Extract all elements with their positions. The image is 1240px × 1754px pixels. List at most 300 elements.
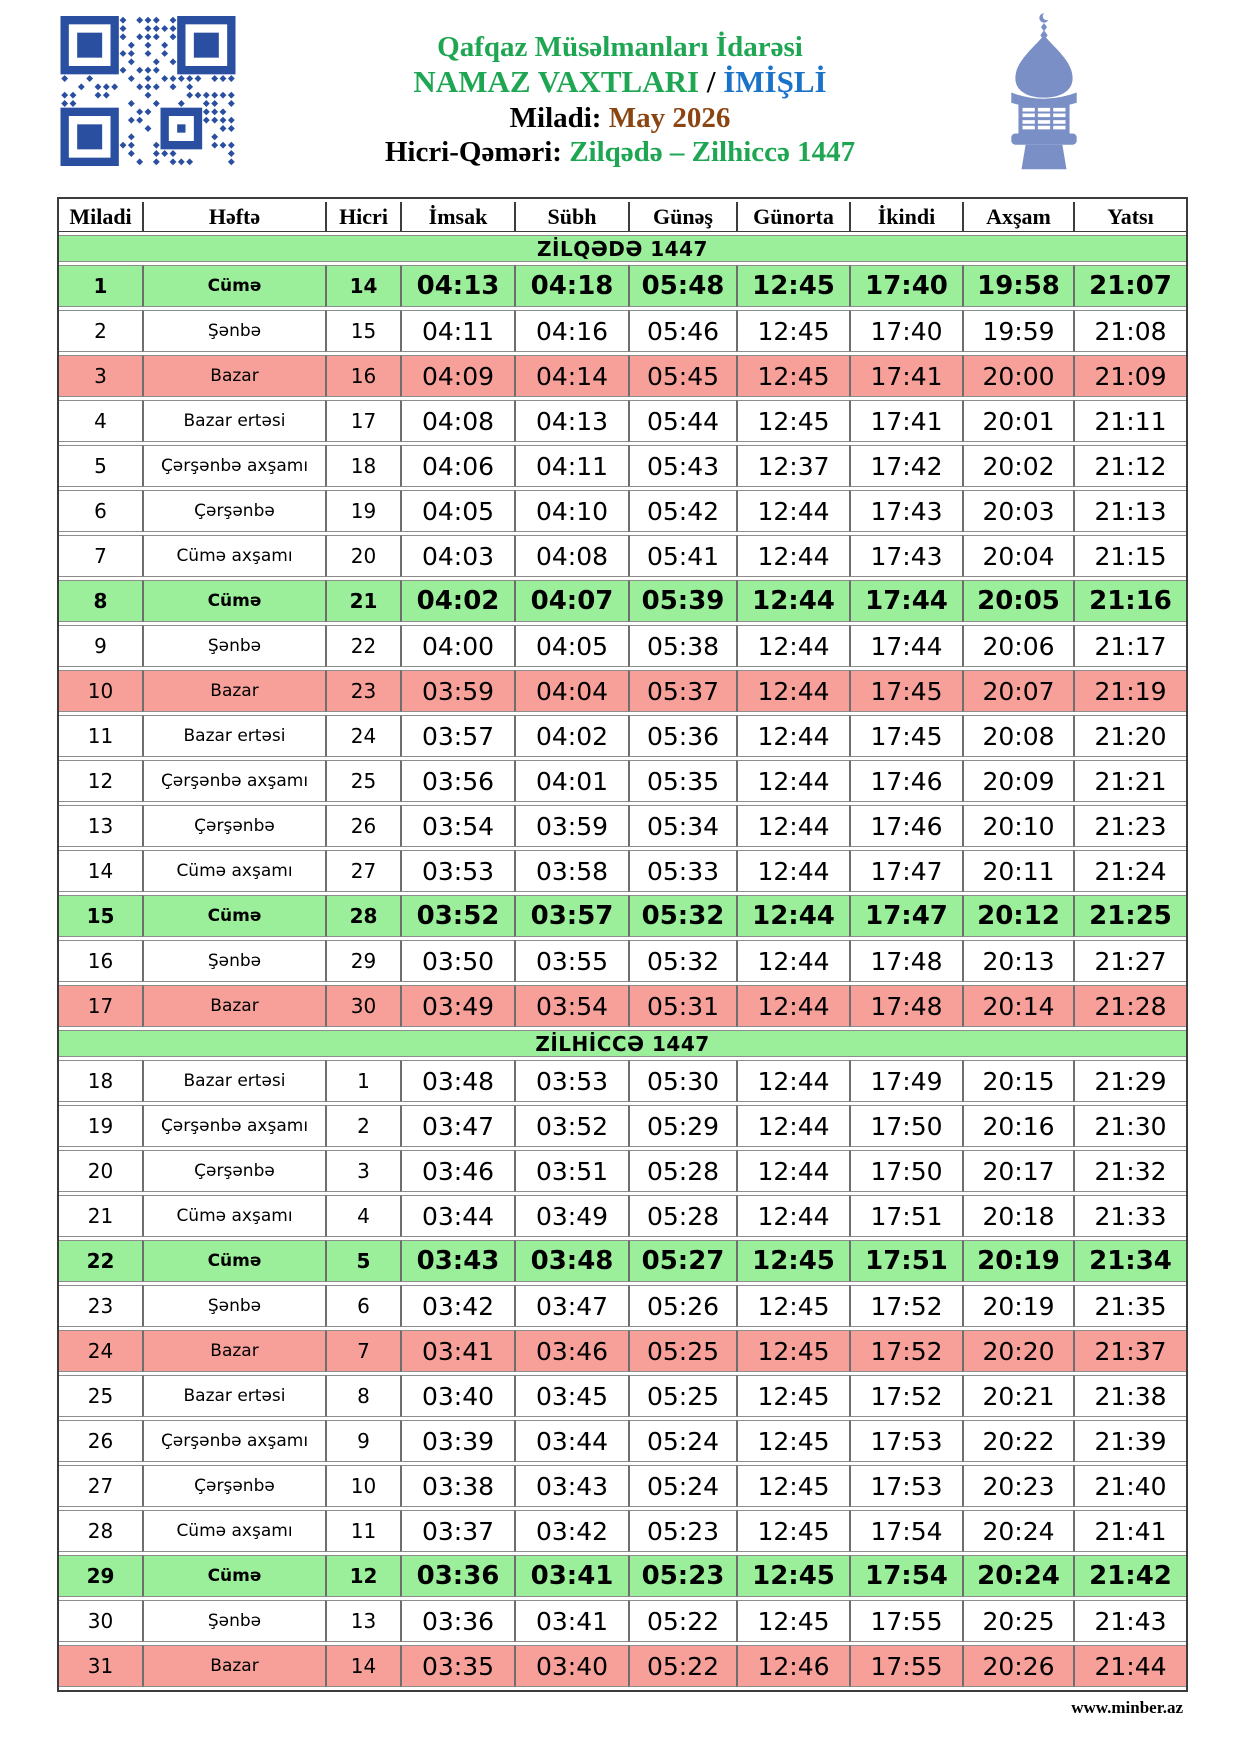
table-row xyxy=(59,805,1186,847)
miladi-label: Miladi: xyxy=(509,101,602,134)
miladi-cell: 25 xyxy=(59,1375,142,1417)
axsam-cell: 20:01 xyxy=(962,400,1073,442)
gunes-cell: 05:26 xyxy=(628,1285,736,1327)
column-header-row xyxy=(59,202,1186,232)
ikindi-cell: 17:50 xyxy=(849,1150,962,1192)
table-row xyxy=(59,1105,1186,1147)
yatsi-cell: 21:41 xyxy=(1073,1510,1186,1552)
table-row xyxy=(59,715,1186,757)
hicri-cell: 7 xyxy=(325,1330,400,1372)
yatsi-cell: 21:42 xyxy=(1073,1555,1186,1597)
ikindi-cell: 17:51 xyxy=(849,1195,962,1237)
ikindi-cell: 17:53 xyxy=(849,1420,962,1462)
gunes-cell: 05:27 xyxy=(628,1240,736,1282)
axsam-cell: 20:21 xyxy=(962,1375,1073,1417)
hicri-cell: 29 xyxy=(325,940,400,982)
hicri-value: Zilqədə – Zilhiccə 1447 xyxy=(569,136,856,169)
ikindi-cell: 17:55 xyxy=(849,1600,962,1642)
miladi-cell: 27 xyxy=(59,1465,142,1507)
yatsi-cell: 21:11 xyxy=(1073,400,1186,442)
subh-cell: 03:51 xyxy=(514,1150,628,1192)
yatsi-cell: 21:39 xyxy=(1073,1420,1186,1462)
gunes-cell: 05:33 xyxy=(628,850,736,892)
axsam-cell: 20:14 xyxy=(962,985,1073,1027)
miladi-cell: 12 xyxy=(59,760,142,802)
axsam-cell: 20:19 xyxy=(962,1285,1073,1327)
table-row xyxy=(59,1555,1186,1597)
yatsi-cell: 21:29 xyxy=(1073,1060,1186,1102)
imsak-cell: 03:46 xyxy=(400,1150,514,1192)
yatsi-cell: 21:43 xyxy=(1073,1600,1186,1642)
ikindi-cell: 17:48 xyxy=(849,940,962,982)
subh-cell: 03:57 xyxy=(514,895,628,937)
yatsi-cell: 21:38 xyxy=(1073,1375,1186,1417)
axsam-cell: 20:24 xyxy=(962,1510,1073,1552)
subh-cell: 03:43 xyxy=(514,1465,628,1507)
ikindi-cell: 17:46 xyxy=(849,760,962,802)
gunes-cell: 05:23 xyxy=(628,1510,736,1552)
gunorta-cell: 12:44 xyxy=(736,760,849,802)
ikindi-cell: 17:54 xyxy=(849,1510,962,1552)
table-row xyxy=(59,1240,1186,1282)
weekday-cell: Cümə axşamı xyxy=(142,1510,325,1552)
hicri-cell: 21 xyxy=(325,580,400,622)
yatsi-cell: 21:44 xyxy=(1073,1645,1186,1687)
subh-cell: 03:48 xyxy=(514,1240,628,1282)
weekday-cell: Çərşənbə xyxy=(142,1150,325,1192)
ikindi-cell: 17:40 xyxy=(849,265,962,307)
gunorta-cell: 12:44 xyxy=(736,1060,849,1102)
weekday-cell: Cümə xyxy=(142,265,325,307)
yatsi-cell: 21:24 xyxy=(1073,850,1186,892)
imsak-cell: 03:39 xyxy=(400,1420,514,1462)
weekday-cell: Bazar xyxy=(142,1645,325,1687)
ikindi-cell: 17:49 xyxy=(849,1060,962,1102)
imsak-cell: 04:11 xyxy=(400,310,514,352)
table-row xyxy=(59,1330,1186,1372)
ikindi-cell: 17:48 xyxy=(849,985,962,1027)
yatsi-cell: 21:07 xyxy=(1073,265,1186,307)
imsak-cell: 04:05 xyxy=(400,490,514,532)
gunorta-cell: 12:44 xyxy=(736,625,849,667)
imsak-cell: 03:41 xyxy=(400,1330,514,1372)
hicri-cell: 2 xyxy=(325,1105,400,1147)
weekday-cell: Cümə xyxy=(142,1240,325,1282)
miladi-cell: 21 xyxy=(59,1195,142,1237)
axsam-cell: 20:04 xyxy=(962,535,1073,577)
table-row xyxy=(59,760,1186,802)
hicri-cell: 14 xyxy=(325,265,400,307)
gunes-cell: 05:46 xyxy=(628,310,736,352)
subh-cell: 04:11 xyxy=(514,445,628,487)
table-row xyxy=(59,490,1186,532)
imsak-cell: 03:44 xyxy=(400,1195,514,1237)
column-header-7: İkindi xyxy=(849,202,962,232)
weekday-cell: Bazar xyxy=(142,670,325,712)
ikindi-cell: 17:46 xyxy=(849,805,962,847)
hicri-cell: 16 xyxy=(325,355,400,397)
imsak-cell: 04:00 xyxy=(400,625,514,667)
table-row xyxy=(59,535,1186,577)
hicri-cell: 15 xyxy=(325,310,400,352)
axsam-cell: 20:16 xyxy=(962,1105,1073,1147)
gunes-cell: 05:24 xyxy=(628,1465,736,1507)
yatsi-cell: 21:33 xyxy=(1073,1195,1186,1237)
gunes-cell: 05:48 xyxy=(628,265,736,307)
imsak-cell: 03:57 xyxy=(400,715,514,757)
subh-cell: 04:16 xyxy=(514,310,628,352)
gunes-cell: 05:35 xyxy=(628,760,736,802)
miladi-cell: 7 xyxy=(59,535,142,577)
table-row xyxy=(59,1645,1186,1687)
imsak-cell: 03:49 xyxy=(400,985,514,1027)
axsam-cell: 20:13 xyxy=(962,940,1073,982)
axsam-cell: 20:10 xyxy=(962,805,1073,847)
yatsi-cell: 21:19 xyxy=(1073,670,1186,712)
subh-cell: 04:05 xyxy=(514,625,628,667)
gunes-cell: 05:22 xyxy=(628,1645,736,1687)
gunorta-cell: 12:44 xyxy=(736,1105,849,1147)
table-row xyxy=(59,1150,1186,1192)
hicri-label: Hicri-Qəməri: xyxy=(384,136,562,169)
hicri-cell: 4 xyxy=(325,1195,400,1237)
gunorta-cell: 12:44 xyxy=(736,895,849,937)
subh-cell: 04:02 xyxy=(514,715,628,757)
gunorta-cell: 12:44 xyxy=(736,940,849,982)
prayer-times-table xyxy=(57,197,1188,1692)
gunorta-cell: 12:45 xyxy=(736,1420,849,1462)
axsam-cell: 20:15 xyxy=(962,1060,1073,1102)
gunorta-cell: 12:44 xyxy=(736,985,849,1027)
miladi-cell: 9 xyxy=(59,625,142,667)
gunes-cell: 05:32 xyxy=(628,940,736,982)
imsak-cell: 03:36 xyxy=(400,1555,514,1597)
gunorta-cell: 12:45 xyxy=(736,265,849,307)
subh-cell: 03:41 xyxy=(514,1555,628,1597)
weekday-cell: Çərşənbə axşamı xyxy=(142,1420,325,1462)
miladi-cell: 28 xyxy=(59,1510,142,1552)
axsam-cell: 20:07 xyxy=(962,670,1073,712)
gunes-cell: 05:23 xyxy=(628,1555,736,1597)
weekday-cell: Bazar ertəsi xyxy=(142,400,325,442)
table-row xyxy=(59,445,1186,487)
gunes-cell: 05:44 xyxy=(628,400,736,442)
gunorta-cell: 12:45 xyxy=(736,355,849,397)
ikindi-cell: 17:43 xyxy=(849,535,962,577)
ikindi-cell: 17:44 xyxy=(849,580,962,622)
yatsi-cell: 21:32 xyxy=(1073,1150,1186,1192)
yatsi-cell: 21:16 xyxy=(1073,580,1186,622)
table-row xyxy=(59,850,1186,892)
hicri-cell: 10 xyxy=(325,1465,400,1507)
yatsi-cell: 21:20 xyxy=(1073,715,1186,757)
table-row xyxy=(59,940,1186,982)
gunes-cell: 05:32 xyxy=(628,895,736,937)
table-row xyxy=(59,310,1186,352)
table-row xyxy=(59,670,1186,712)
subh-cell: 04:01 xyxy=(514,760,628,802)
yatsi-cell: 21:13 xyxy=(1073,490,1186,532)
imsak-cell: 04:03 xyxy=(400,535,514,577)
hicri-cell: 12 xyxy=(325,1555,400,1597)
ikindi-cell: 17:41 xyxy=(849,400,962,442)
axsam-cell: 20:22 xyxy=(962,1420,1073,1462)
subh-cell: 04:07 xyxy=(514,580,628,622)
ikindi-cell: 17:51 xyxy=(849,1240,962,1282)
gunorta-cell: 12:46 xyxy=(736,1645,849,1687)
ikindi-cell: 17:53 xyxy=(849,1465,962,1507)
hicri-cell: 1 xyxy=(325,1060,400,1102)
weekday-cell: Cümə xyxy=(142,895,325,937)
gunorta-cell: 12:45 xyxy=(736,310,849,352)
axsam-cell: 20:24 xyxy=(962,1555,1073,1597)
subh-cell: 03:54 xyxy=(514,985,628,1027)
gunes-cell: 05:29 xyxy=(628,1105,736,1147)
column-header-3: İmsak xyxy=(400,202,514,232)
subh-cell: 04:13 xyxy=(514,400,628,442)
subh-cell: 03:52 xyxy=(514,1105,628,1147)
axsam-cell: 20:00 xyxy=(962,355,1073,397)
column-header-6: Günorta xyxy=(736,202,849,232)
section-title: ZİLHİCCƏ 1447 xyxy=(59,1030,1186,1057)
hicri-cell: 25 xyxy=(325,760,400,802)
miladi-cell: 29 xyxy=(59,1555,142,1597)
miladi-cell: 6 xyxy=(59,490,142,532)
imsak-cell: 03:53 xyxy=(400,850,514,892)
hicri-cell: 11 xyxy=(325,1510,400,1552)
weekday-cell: Cümə axşamı xyxy=(142,1195,325,1237)
axsam-cell: 20:20 xyxy=(962,1330,1073,1372)
miladi-cell: 4 xyxy=(59,400,142,442)
weekday-cell: Şənbə xyxy=(142,940,325,982)
miladi-cell: 11 xyxy=(59,715,142,757)
imsak-cell: 03:48 xyxy=(400,1060,514,1102)
gunes-cell: 05:45 xyxy=(628,355,736,397)
weekday-cell: Şənbə xyxy=(142,1600,325,1642)
hicri-cell: 5 xyxy=(325,1240,400,1282)
table-row xyxy=(59,400,1186,442)
subh-cell: 03:59 xyxy=(514,805,628,847)
weekday-cell: Çərşənbə axşamı xyxy=(142,760,325,802)
gunorta-cell: 12:45 xyxy=(736,400,849,442)
imsak-cell: 04:13 xyxy=(400,265,514,307)
miladi-cell: 20 xyxy=(59,1150,142,1192)
yatsi-cell: 21:23 xyxy=(1073,805,1186,847)
weekday-cell: Bazar ertəsi xyxy=(142,1375,325,1417)
weekday-cell: Cümə axşamı xyxy=(142,535,325,577)
ikindi-cell: 17:54 xyxy=(849,1555,962,1597)
imsak-cell: 03:40 xyxy=(400,1375,514,1417)
gunes-cell: 05:25 xyxy=(628,1375,736,1417)
weekday-cell: Çərşənbə xyxy=(142,805,325,847)
hicri-cell: 27 xyxy=(325,850,400,892)
gunes-cell: 05:41 xyxy=(628,535,736,577)
yatsi-cell: 21:34 xyxy=(1073,1240,1186,1282)
gunes-cell: 05:38 xyxy=(628,625,736,667)
column-header-2: Hicri xyxy=(325,202,400,232)
imsak-cell: 03:56 xyxy=(400,760,514,802)
table-row xyxy=(59,580,1186,622)
miladi-cell: 26 xyxy=(59,1420,142,1462)
miladi-cell: 1 xyxy=(59,265,142,307)
yatsi-cell: 21:17 xyxy=(1073,625,1186,667)
axsam-cell: 20:02 xyxy=(962,445,1073,487)
yatsi-cell: 21:21 xyxy=(1073,760,1186,802)
axsam-cell: 20:17 xyxy=(962,1150,1073,1192)
miladi-cell: 10 xyxy=(59,670,142,712)
subh-cell: 04:04 xyxy=(514,670,628,712)
axsam-cell: 19:58 xyxy=(962,265,1073,307)
table-row xyxy=(59,265,1186,307)
gunes-cell: 05:42 xyxy=(628,490,736,532)
gunes-cell: 05:25 xyxy=(628,1330,736,1372)
subh-cell: 04:18 xyxy=(514,265,628,307)
subh-cell: 03:49 xyxy=(514,1195,628,1237)
section-band xyxy=(59,235,1186,262)
imsak-cell: 04:06 xyxy=(400,445,514,487)
ikindi-cell: 17:45 xyxy=(849,715,962,757)
city-name: İMİŞLİ xyxy=(723,64,827,100)
hicri-cell: 17 xyxy=(325,400,400,442)
page-title: NAMAZ VAXTLARI xyxy=(413,64,700,100)
hicri-cell: 13 xyxy=(325,1600,400,1642)
column-header-8: Axşam xyxy=(962,202,1073,232)
axsam-cell: 20:06 xyxy=(962,625,1073,667)
hicri-cell: 20 xyxy=(325,535,400,577)
miladi-cell: 19 xyxy=(59,1105,142,1147)
gunes-cell: 05:22 xyxy=(628,1600,736,1642)
section-band xyxy=(59,1030,1186,1057)
table-row xyxy=(59,355,1186,397)
yatsi-cell: 21:27 xyxy=(1073,940,1186,982)
ikindi-cell: 17:47 xyxy=(849,895,962,937)
hicri-cell: 9 xyxy=(325,1420,400,1462)
axsam-cell: 20:26 xyxy=(962,1645,1073,1687)
miladi-cell: 23 xyxy=(59,1285,142,1327)
page-title-line: NAMAZ VAXTLARI / İMİŞLİ xyxy=(413,64,827,100)
hicri-cell: 24 xyxy=(325,715,400,757)
axsam-cell: 20:09 xyxy=(962,760,1073,802)
imsak-cell: 04:09 xyxy=(400,355,514,397)
section-title: ZİLQƏDƏ 1447 xyxy=(59,235,1186,262)
axsam-cell: 20:19 xyxy=(962,1240,1073,1282)
subh-cell: 03:42 xyxy=(514,1510,628,1552)
subh-cell: 03:58 xyxy=(514,850,628,892)
subh-cell: 03:53 xyxy=(514,1060,628,1102)
weekday-cell: Çərşənbə axşamı xyxy=(142,1105,325,1147)
axsam-cell: 20:03 xyxy=(962,490,1073,532)
miladi-cell: 8 xyxy=(59,580,142,622)
table-row xyxy=(59,1600,1186,1642)
yatsi-cell: 21:15 xyxy=(1073,535,1186,577)
table-row xyxy=(59,625,1186,667)
hicri-cell: 8 xyxy=(325,1375,400,1417)
gunes-cell: 05:28 xyxy=(628,1150,736,1192)
subh-cell: 03:44 xyxy=(514,1420,628,1462)
hicri-cell: 6 xyxy=(325,1285,400,1327)
gunorta-cell: 12:44 xyxy=(736,1195,849,1237)
gunorta-cell: 12:45 xyxy=(736,1330,849,1372)
miladi-cell: 2 xyxy=(59,310,142,352)
table-row xyxy=(59,1195,1186,1237)
miladi-cell: 13 xyxy=(59,805,142,847)
imsak-cell: 04:08 xyxy=(400,400,514,442)
weekday-cell: Bazar ertəsi xyxy=(142,715,325,757)
gunes-cell: 05:31 xyxy=(628,985,736,1027)
ikindi-cell: 17:41 xyxy=(849,355,962,397)
weekday-cell: Bazar ertəsi xyxy=(142,1060,325,1102)
subh-cell: 03:55 xyxy=(514,940,628,982)
gunorta-cell: 12:45 xyxy=(736,1555,849,1597)
table-row xyxy=(59,1465,1186,1507)
weekday-cell: Bazar xyxy=(142,1330,325,1372)
subh-cell: 03:45 xyxy=(514,1375,628,1417)
subh-cell: 03:41 xyxy=(514,1600,628,1642)
weekday-cell: Cümə xyxy=(142,580,325,622)
miladi-value: May 2026 xyxy=(608,101,731,134)
axsam-cell: 20:08 xyxy=(962,715,1073,757)
subh-cell: 03:47 xyxy=(514,1285,628,1327)
gunorta-cell: 12:45 xyxy=(736,1465,849,1507)
imsak-cell: 03:35 xyxy=(400,1645,514,1687)
gunorta-cell: 12:37 xyxy=(736,445,849,487)
website-link: www.minber.az xyxy=(1071,1698,1183,1717)
hicri-cell: 30 xyxy=(325,985,400,1027)
column-header-1: Həftə xyxy=(142,202,325,232)
gunorta-cell: 12:45 xyxy=(736,1375,849,1417)
imsak-cell: 03:43 xyxy=(400,1240,514,1282)
yatsi-cell: 21:35 xyxy=(1073,1285,1186,1327)
gunes-cell: 05:43 xyxy=(628,445,736,487)
miladi-cell: 24 xyxy=(59,1330,142,1372)
yatsi-cell: 21:09 xyxy=(1073,355,1186,397)
axsam-cell: 20:25 xyxy=(962,1600,1073,1642)
axsam-cell: 20:12 xyxy=(962,895,1073,937)
ikindi-cell: 17:52 xyxy=(849,1285,962,1327)
hicri-cell: 14 xyxy=(325,1645,400,1687)
miladi-cell: 17 xyxy=(59,985,142,1027)
table-row xyxy=(59,1375,1186,1417)
imsak-cell: 03:36 xyxy=(400,1600,514,1642)
hicri-cell: 18 xyxy=(325,445,400,487)
miladi-cell: 3 xyxy=(59,355,142,397)
hicri-cell: 28 xyxy=(325,895,400,937)
axsam-cell: 19:59 xyxy=(962,310,1073,352)
gunorta-cell: 12:44 xyxy=(736,715,849,757)
table-row xyxy=(59,895,1186,937)
axsam-cell: 20:05 xyxy=(962,580,1073,622)
ikindi-cell: 17:52 xyxy=(849,1330,962,1372)
table-row xyxy=(59,985,1186,1027)
yatsi-cell: 21:30 xyxy=(1073,1105,1186,1147)
gunorta-cell: 12:44 xyxy=(736,580,849,622)
subh-cell: 04:08 xyxy=(514,535,628,577)
gunorta-cell: 12:45 xyxy=(736,1240,849,1282)
gunorta-cell: 12:44 xyxy=(736,805,849,847)
subh-cell: 04:10 xyxy=(514,490,628,532)
gunorta-cell: 12:45 xyxy=(736,1510,849,1552)
table-row xyxy=(59,1285,1186,1327)
imsak-cell: 03:37 xyxy=(400,1510,514,1552)
gunorta-cell: 12:45 xyxy=(736,1285,849,1327)
axsam-cell: 20:18 xyxy=(962,1195,1073,1237)
yatsi-cell: 21:25 xyxy=(1073,895,1186,937)
miladi-cell: 14 xyxy=(59,850,142,892)
weekday-cell: Çərşənbə xyxy=(142,1465,325,1507)
yatsi-cell: 21:28 xyxy=(1073,985,1186,1027)
miladi-cell: 18 xyxy=(59,1060,142,1102)
table-row xyxy=(59,1510,1186,1552)
